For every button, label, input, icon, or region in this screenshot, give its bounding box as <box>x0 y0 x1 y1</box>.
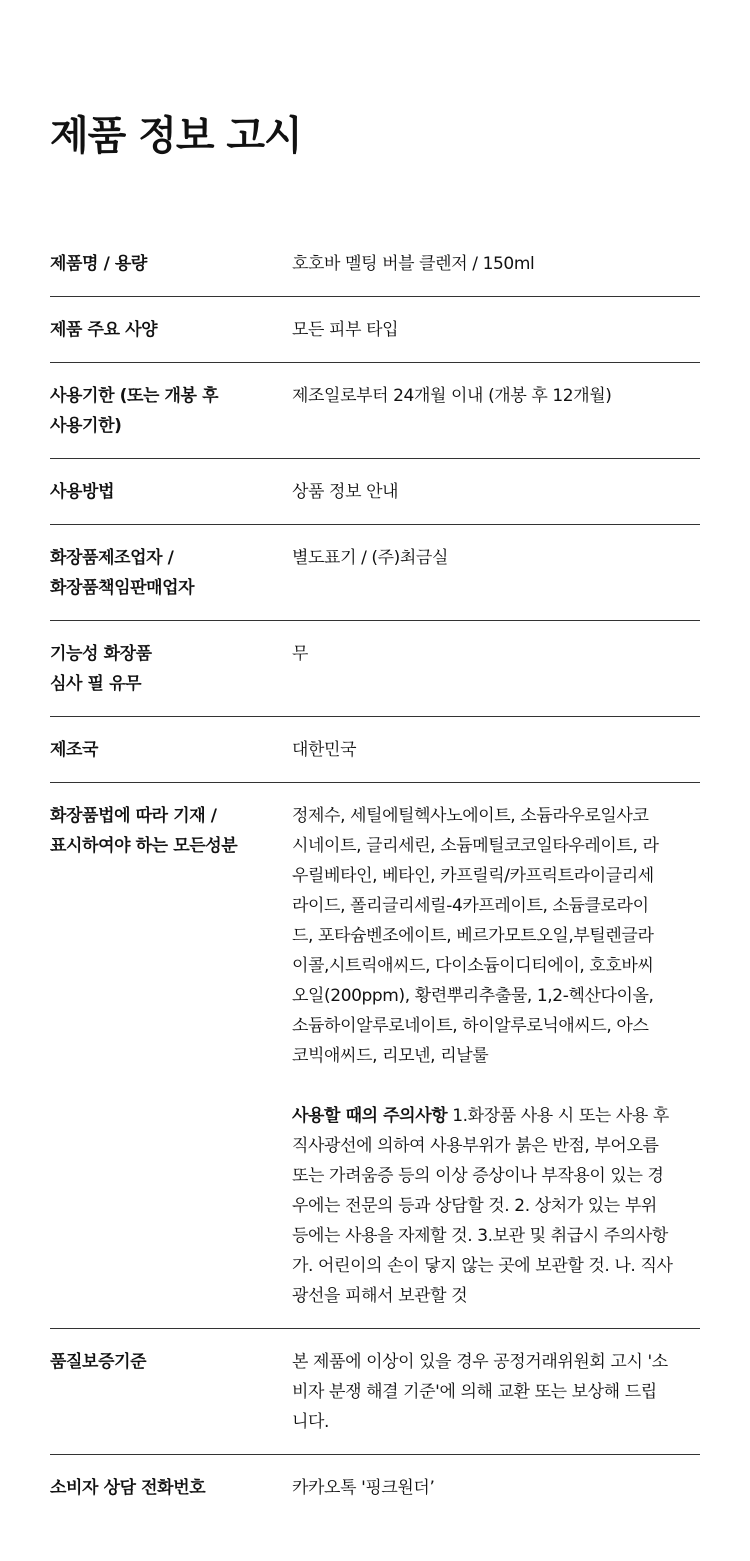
value-line: 별도표기 / (주)최금실 <box>292 548 448 568</box>
table-row <box>50 363 700 459</box>
label-line: 표시하여야 하는 모든성분 <box>50 836 238 856</box>
page-title: 제품 정보 고시 <box>50 113 302 159</box>
row-value <box>292 543 700 573</box>
caution-text: 1.화장품 사용 시 또는 사용 후 <box>447 1106 669 1126</box>
value-line: 제조일로부터 24개월 이내 (개봉 후 12개월) <box>292 386 612 406</box>
table-row <box>50 621 700 717</box>
caution-line <box>292 1101 700 1131</box>
value-line: 상품 정보 안내 <box>292 482 399 502</box>
table-row <box>50 783 700 1329</box>
value-line: 대한민국 <box>292 740 357 760</box>
value-line: 본 제품에 이상이 있을 경우 공정거래위원회 고시 '소 <box>292 1352 668 1372</box>
row-label <box>50 639 292 699</box>
ingredient-line: 오일(200ppm), 황련뿌리추출물, 1,2-헥산다이올, <box>292 986 654 1006</box>
value-line: 카카오톡 '핑크원더’ <box>292 1478 435 1498</box>
label-line: 제품 주요 사양 <box>50 320 158 340</box>
row-label <box>50 801 292 861</box>
ingredient-line: 라이드, 폴리글리세릴-4카프레이트, 소듐클로라이 <box>292 896 649 916</box>
caution-line: 직사광선에 의하여 사용부위가 붉은 반점, 부어오름 <box>292 1136 659 1156</box>
ingredient-line: 코빅애씨드, 리모넨, 리날룰 <box>292 1046 489 1066</box>
ingredient-line: 소듐하이알루로네이트, 하이알루로닉애씨드, 아스 <box>292 1016 649 1036</box>
row-value <box>292 381 700 411</box>
ingredient-line: 우릴베타인, 베타인, 카프릴릭/카프릭트라이글리세 <box>292 866 654 886</box>
label-line: 사용기한) <box>50 416 122 436</box>
caution-line: 광선을 피해서 보관할 것 <box>292 1286 468 1306</box>
table-row <box>50 525 700 621</box>
label-line: 소비자 상담 전화번호 <box>50 1478 206 1498</box>
label-line: 화장품법에 따라 기재 / <box>50 806 217 826</box>
table-row <box>50 1455 700 1520</box>
label-line: 심사 필 유무 <box>50 674 142 694</box>
ingredients-value <box>292 801 700 1311</box>
row-label <box>50 543 292 603</box>
value-line: 니다. <box>292 1412 330 1432</box>
label-line: 기능성 화장품 <box>50 644 152 664</box>
row-value <box>292 639 700 669</box>
label-line: 화장품제조업자 / <box>50 548 174 568</box>
value-line: 무 <box>292 644 309 664</box>
label-line: 제조국 <box>50 740 99 760</box>
row-label <box>50 315 292 345</box>
table-row <box>50 717 700 783</box>
row-label <box>50 381 292 441</box>
value-line: 모든 피부 타입 <box>292 320 399 340</box>
table-row <box>50 1329 700 1455</box>
row-label <box>50 1473 292 1503</box>
caution-heading: 사용할 때의 주의사항 <box>292 1106 448 1126</box>
product-info-table <box>50 231 700 1520</box>
value-line: 호호바 멜팅 버블 클렌저 / 150ml <box>292 254 535 274</box>
label-line: 제품명 / 용량 <box>50 254 147 274</box>
ingredient-line: 이콜,시트릭애씨드, 다이소듐이디티에이, 호호바씨 <box>292 956 654 976</box>
ingredient-line: 시네이트, 글리세린, 소듐메틸코코일타우레이트, 라 <box>292 836 659 856</box>
row-label <box>50 1347 292 1377</box>
label-line: 화장품책임판매업자 <box>50 578 195 598</box>
table-row <box>50 459 700 525</box>
label-line: 사용기한 (또는 개봉 후 <box>50 386 219 406</box>
row-value <box>292 315 700 345</box>
row-label <box>50 735 292 765</box>
ingredient-line: 정제수, 세틸에틸헥사노에이트, 소듐라우로일사코 <box>292 806 649 826</box>
caution-line: 또는 가려움증 등의 이상 증상이나 부작용이 있는 경 <box>292 1166 664 1186</box>
label-line: 품질보증기준 <box>50 1352 147 1372</box>
table-row <box>50 297 700 363</box>
row-value <box>292 735 700 765</box>
value-line: 비자 분쟁 해결 기준'에 의해 교환 또는 보상해 드립 <box>292 1382 657 1402</box>
caution-line: 우에는 전문의 등과 상담할 것. 2. 상처가 있는 부위 <box>292 1196 657 1216</box>
row-value <box>292 249 700 279</box>
row-value <box>292 1347 700 1437</box>
caution-line: 등에는 사용을 자제할 것. 3.보관 및 취급시 주의사항 <box>292 1226 668 1246</box>
table-row <box>50 231 700 297</box>
row-label <box>50 477 292 507</box>
row-value <box>292 1473 700 1503</box>
ingredient-line: 드, 포타슘벤조에이트, 베르가모트오일,부틸렌글라 <box>292 926 654 946</box>
label-line: 사용방법 <box>50 482 115 502</box>
caution-line: 가. 어린이의 손이 닿지 않는 곳에 보관할 것. 나. 직사 <box>292 1256 673 1276</box>
row-value <box>292 477 700 507</box>
row-label <box>50 249 292 279</box>
paragraph-gap <box>292 1071 700 1101</box>
